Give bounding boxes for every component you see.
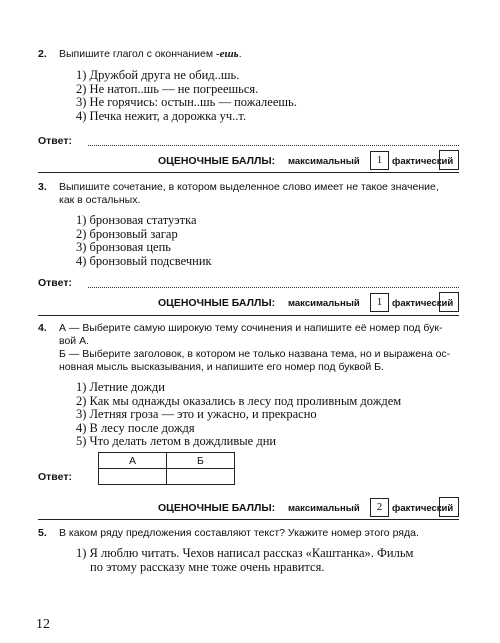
max-score-box: 1 (370, 293, 389, 312)
prompt-line: новная мысль высказывания, и напишите его номер под буквой Б. (59, 361, 384, 373)
answer-label: Ответ: (38, 471, 72, 483)
actual-score-box[interactable] (439, 497, 459, 517)
task-5-options (76, 547, 458, 574)
task-3-score (158, 292, 458, 314)
option-item: 2) Не натоп..шь — не погреешься. (76, 81, 259, 96)
option-item: 3) Летняя гроза — это и ужасно, и прекрасно (76, 407, 317, 422)
option-item: 4) бронзовый подсвечник (76, 253, 212, 268)
option-item: 2) бронзовый загар (76, 226, 178, 241)
column-header-a: А (99, 453, 167, 469)
score-label: ОЦЕНОЧНЫЕ БАЛЛЫ: (158, 297, 276, 309)
max-label: максимальный (288, 503, 360, 514)
answer-table (98, 452, 235, 485)
task-4-options (76, 381, 458, 449)
task-3-prompt (38, 181, 458, 207)
task-4-score (158, 497, 458, 519)
divider (38, 519, 459, 520)
divider (38, 315, 459, 316)
option-item: 1) Летние дожди (76, 380, 165, 394)
prompt-text: В каком ряду предложения составляют текст? Укажите номер этого ряда. (59, 527, 419, 539)
max-score-box: 2 (370, 498, 389, 517)
answer-cell-b[interactable] (167, 469, 235, 485)
score-label: ОЦЕНОЧНЫЕ БАЛЛЫ: (158, 155, 276, 167)
actual-label: фактический (392, 156, 454, 167)
task-3-options (76, 214, 458, 268)
option-item: 1) бронзовая статуэтка (76, 213, 197, 227)
prompt-line: вой А. (59, 335, 90, 347)
answer-cell-a[interactable] (99, 469, 167, 485)
max-score-box: 1 (370, 151, 389, 170)
actual-label: фактический (392, 503, 454, 514)
task-2 (38, 48, 458, 123)
option-item-continuation: по этому рассказу мне тоже очень нравится. (90, 559, 325, 574)
task-2-prompt (38, 48, 458, 61)
prompt-line: Выпишите сочетание, в котором выделенное слово имеет не такое значение, (59, 181, 439, 193)
task-4 (38, 322, 458, 449)
prompt-text: Выпишите глагол с окончанием (59, 48, 216, 60)
task-3 (38, 181, 458, 268)
task-number: 5. (38, 527, 47, 539)
answer-line[interactable] (88, 145, 459, 146)
ending-highlight: -ешь (215, 48, 239, 60)
option-item: 4) Печка нежит, а дорожка уч..т. (76, 108, 247, 123)
option-item: 4) В лесу после дождя (76, 420, 195, 435)
task-5-prompt (38, 527, 458, 540)
prompt-line: Б — Выберите заголовок, в котором не только названа тема, но и выражена ос- (59, 348, 451, 360)
option-item: 3) Не горячись: остын..шь — пожалеешь. (76, 95, 297, 110)
option-item: 3) бронзовая цепь (76, 240, 171, 255)
score-label: ОЦЕНОЧНЫЕ БАЛЛЫ: (158, 502, 276, 514)
divider (38, 172, 459, 173)
answer-line[interactable] (88, 287, 459, 288)
option-item: 5) Что делать летом в дождливые дни (76, 434, 277, 449)
max-label: максимальный (288, 156, 360, 167)
max-label: максимальный (288, 298, 360, 309)
option-item: 2) Как мы однажды оказались в лесу под проливным дождем (76, 393, 402, 408)
actual-score-box[interactable] (439, 150, 459, 170)
task-number: 3. (38, 181, 47, 193)
prompt-line: как в остальных. (59, 194, 141, 206)
option-item: 1) Дружбой друга не обид..шь. (76, 68, 240, 82)
prompt-period: . (238, 48, 242, 60)
answer-label: Ответ: (38, 277, 72, 289)
column-header-b: Б (167, 453, 235, 469)
actual-score-box[interactable] (439, 292, 459, 312)
answer-label: Ответ: (38, 135, 72, 147)
task-number: 4. (38, 322, 47, 334)
task-4-prompt (38, 322, 458, 374)
task-5 (38, 527, 458, 574)
page-number: 12 (36, 617, 50, 632)
task-2-answer (38, 135, 459, 149)
option-item: 1) Я люблю читать. Чехов написал рассказ «Каштанка». Фильм (76, 546, 414, 560)
task-2-score (158, 150, 458, 172)
actual-label: фактический (392, 298, 454, 309)
task-2-options (76, 69, 458, 123)
prompt-line: А — Выберите самую широкую тему сочинения и напишите её номер под бук- (59, 322, 443, 334)
task-number: 2. (38, 48, 47, 60)
task-3-answer (38, 277, 459, 291)
